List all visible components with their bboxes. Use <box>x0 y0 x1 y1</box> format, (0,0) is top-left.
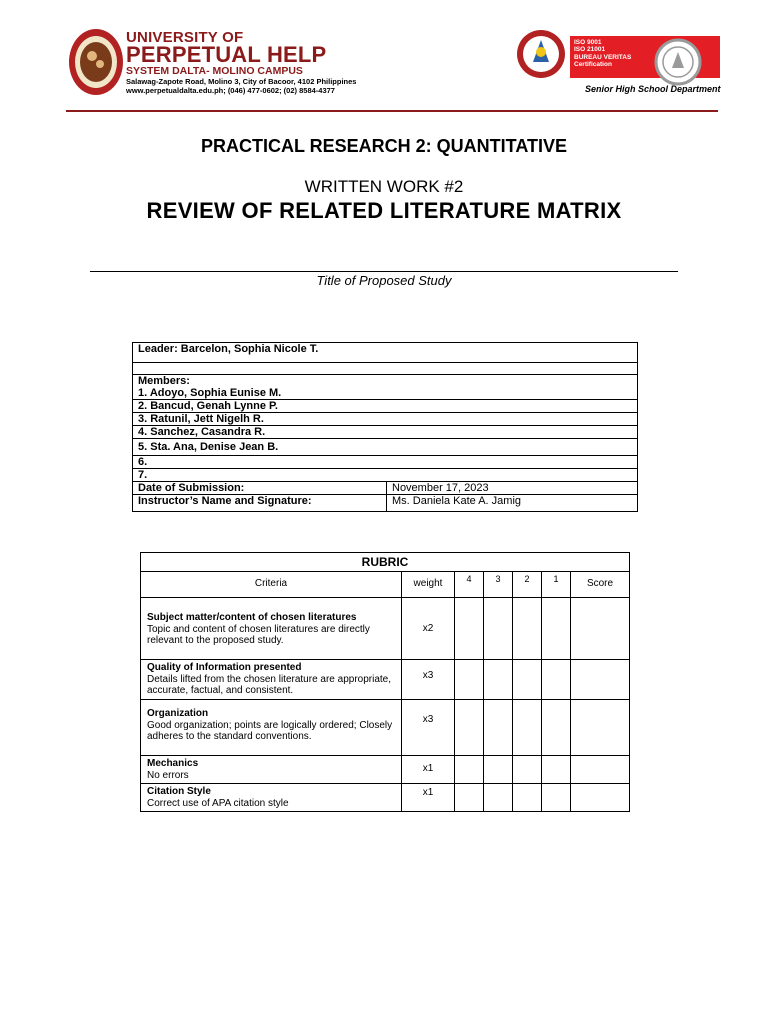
table-row <box>133 426 638 439</box>
rubric-table <box>140 552 630 812</box>
score-3-cell[interactable] <box>484 700 513 756</box>
score-cell[interactable] <box>571 660 630 700</box>
score-cell[interactable] <box>571 700 630 756</box>
written-work-title: WRITTEN WORK #2 <box>304 177 464 196</box>
score-3-header: 3 <box>484 572 513 598</box>
table-row <box>141 700 630 756</box>
member-cell: 5. Sta. Ana, Denise Jean B. <box>133 439 638 456</box>
table-row <box>133 400 638 413</box>
date-label-cell: Date of Submission: <box>133 482 387 495</box>
leader-cell: Leader: Barcelon, Sophia Nicole T. <box>133 343 638 363</box>
score-4-cell[interactable] <box>455 784 484 812</box>
score-3-cell[interactable] <box>484 756 513 784</box>
score-cell[interactable] <box>571 598 630 660</box>
table-row <box>133 469 638 482</box>
matrix-title: REVIEW OF RELATED LITERATURE MATRIX <box>146 198 622 223</box>
score-3-cell[interactable] <box>484 784 513 812</box>
score-4-cell[interactable] <box>455 700 484 756</box>
table-row <box>133 456 638 469</box>
score-cell[interactable] <box>571 784 630 812</box>
score-1-header: 1 <box>542 572 571 598</box>
score-2-cell[interactable] <box>513 700 542 756</box>
weight-cell: x2 <box>402 598 455 660</box>
member-cell: 4. Sanchez, Casandra R. <box>133 426 638 439</box>
weight-cell: x1 <box>402 756 455 784</box>
university-contact: www.perpetualdalta.edu.ph; (046) 477-0602; (02) 8584-4377 <box>126 86 335 95</box>
score-3-cell[interactable] <box>484 598 513 660</box>
table-row <box>133 439 638 456</box>
score-4-cell[interactable] <box>455 756 484 784</box>
criterion-cell: Citation Style Correct use of APA citation style <box>141 784 402 812</box>
iso-certification-text: ISO 9001 ISO 21001 BUREAU VERITAS Certification <box>574 39 632 68</box>
score-1-cell[interactable] <box>542 756 571 784</box>
table-row <box>133 375 638 400</box>
university-name-line1: UNIVERSITY OF <box>126 29 244 46</box>
date-value-cell: November 17, 2023 <box>387 482 638 495</box>
bureau-veritas-seal-logo <box>654 38 702 86</box>
score-2-header: 2 <box>513 572 542 598</box>
subject-title: PRACTICAL RESEARCH 2: QUANTITATIVE <box>200 136 567 156</box>
score-1-cell[interactable] <box>542 660 571 700</box>
header-divider <box>66 110 718 112</box>
score-2-cell[interactable] <box>513 784 542 812</box>
score-1-cell[interactable] <box>542 598 571 660</box>
table-row <box>141 598 630 660</box>
member-cell: 3. Ratunil, Jett Nigelh R. <box>133 413 638 426</box>
shs-seal-logo <box>516 28 566 80</box>
member-cell: 6. <box>133 456 638 469</box>
instructor-label-cell: Instructor’s Name and Signature: <box>133 495 387 512</box>
department-name: Senior High School Department <box>585 84 721 94</box>
table-row <box>141 660 630 700</box>
study-title-label: Title of Proposed Study <box>316 273 452 288</box>
table-row <box>133 482 638 495</box>
rubric-title: RUBRIC <box>141 553 630 572</box>
score-4-cell[interactable] <box>455 598 484 660</box>
table-row <box>133 343 638 363</box>
university-seal-logo <box>68 28 124 96</box>
weight-cell: x1 <box>402 784 455 812</box>
score-4-cell[interactable] <box>455 660 484 700</box>
score-4-header: 4 <box>455 572 484 598</box>
university-name-line2: PERPETUAL HELP <box>126 42 327 67</box>
weight-header: weight <box>402 572 455 598</box>
table-row <box>141 784 630 812</box>
weight-cell: x3 <box>402 700 455 756</box>
table-row <box>133 363 638 375</box>
score-1-cell[interactable] <box>542 700 571 756</box>
table-row <box>133 413 638 426</box>
campus-name: SYSTEM DALTA- MOLINO CAMPUS <box>126 65 303 77</box>
criteria-header: Criteria <box>141 572 402 598</box>
member-cell: 2. Bancud, Genah Lynne P. <box>133 400 638 413</box>
score-header: Score <box>571 572 630 598</box>
criterion-cell: Organization Good organization; points are logically ordered; Closely adheres to the standard conventions. <box>141 700 402 756</box>
member-cell: 7. <box>133 469 638 482</box>
instructor-value-cell: Ms. Daniela Kate A. Jamig <box>387 495 638 512</box>
score-cell[interactable] <box>571 756 630 784</box>
score-1-cell[interactable] <box>542 784 571 812</box>
score-2-cell[interactable] <box>513 598 542 660</box>
table-header-row <box>141 572 630 598</box>
blank-cell <box>133 363 638 375</box>
table-row <box>133 495 638 512</box>
table-row <box>141 756 630 784</box>
criterion-cell: Subject matter/content of chosen literatures Topic and content of chosen literatures are directly relevant to the proposed study. <box>141 598 402 660</box>
group-info-table <box>132 342 638 512</box>
study-title-line <box>90 271 678 272</box>
university-address: Salawag-Zapote Road, Molino 3, City of Bacoor, 4102 Philippines <box>126 77 357 86</box>
table-row <box>141 553 630 572</box>
score-2-cell[interactable] <box>513 660 542 700</box>
score-3-cell[interactable] <box>484 660 513 700</box>
criterion-cell: Quality of Information presented Details lifted from the chosen literature are appropriate, accurate, factual, and consistent. <box>141 660 402 700</box>
weight-cell: x3 <box>402 660 455 700</box>
members-cell: Members: 1. Adoyo, Sophia Eunise M. <box>133 375 638 400</box>
criterion-cell: Mechanics No errors <box>141 756 402 784</box>
score-2-cell[interactable] <box>513 756 542 784</box>
